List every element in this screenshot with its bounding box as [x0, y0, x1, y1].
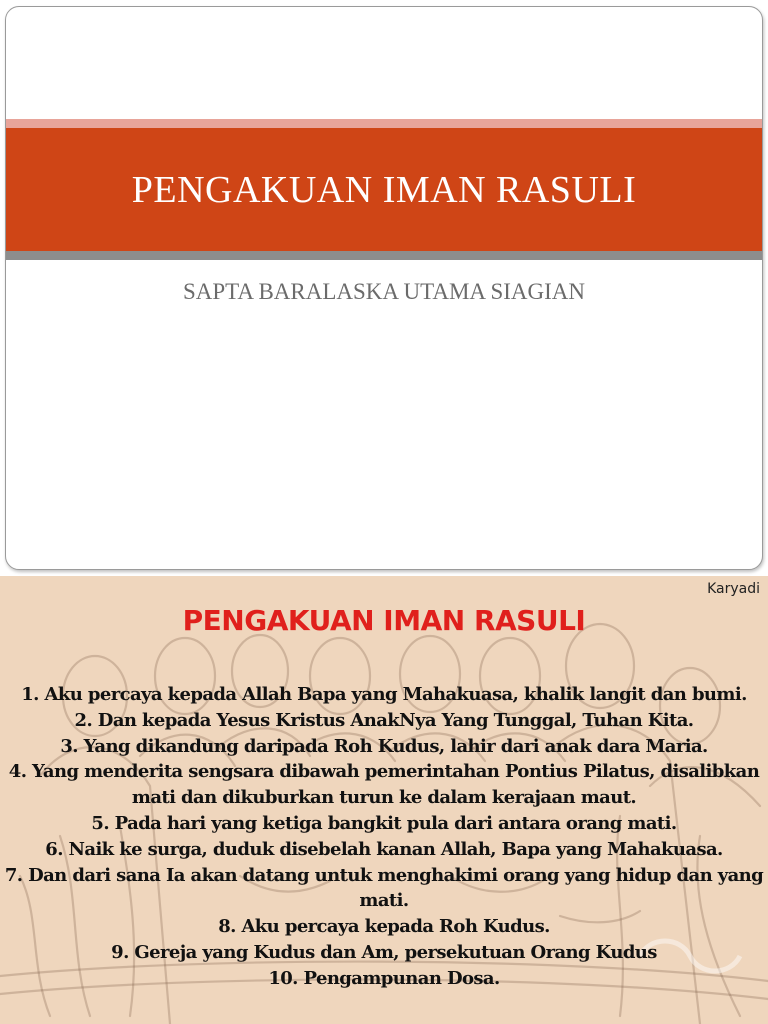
creed-article: 4. Yang menderita sengsara dibawah pemerintahan Pontius Pilatus, disalibkan mati dan dikuburkan turun ke dalam kerajaan maut. — [8, 761, 760, 809]
slide-title: PENGAKUAN IMAN RASULI — [131, 168, 637, 211]
creed-article: 6. Naik ke surga, duduk disebelah kanan Allah, Bapa yang Mahakuasa. — [45, 838, 723, 860]
creed-article: 3. Yang dikandung daripada Roh Kudus, lahir dari anak dara Maria. — [60, 735, 708, 757]
creed-articles-list — [0, 682, 768, 992]
creed-article: 9. Gereja yang Kudus dan Am, persekutuan Orang Kudus — [111, 941, 657, 963]
slide-subtitle: SAPTA BARALASKA UTAMA SIAGIAN — [182, 279, 586, 304]
author-credit: Karyadi — [707, 581, 760, 597]
creed-title: PENGAKUAN IMAN RASULI — [182, 604, 586, 637]
title-band-bottom-stripe — [6, 251, 762, 260]
title-slide — [5, 6, 763, 570]
creed-slide — [0, 576, 768, 1024]
creed-article: 5. Pada hari yang ketiga bangkit pula dari antara orang mati. — [91, 812, 677, 834]
creed-article: 8. Aku percaya kepada Roh Kudus. — [218, 916, 550, 938]
creed-article: 7. Dan dari sana Ia akan datang untuk menghakimi orang yang hidup dan yang mati. — [4, 864, 764, 912]
title-band-top-stripe — [6, 119, 762, 128]
creed-article: 1. Aku percaya kepada Allah Bapa yang Mahakuasa, khalik langit dan bumi. — [21, 684, 747, 705]
creed-article: 10. Pengampunan Dosa. — [268, 967, 500, 989]
creed-article: 2. Dan kepada Yesus Kristus AnakNya Yang Tunggal, Tuhan Kita. — [74, 709, 694, 731]
title-band — [6, 128, 762, 251]
